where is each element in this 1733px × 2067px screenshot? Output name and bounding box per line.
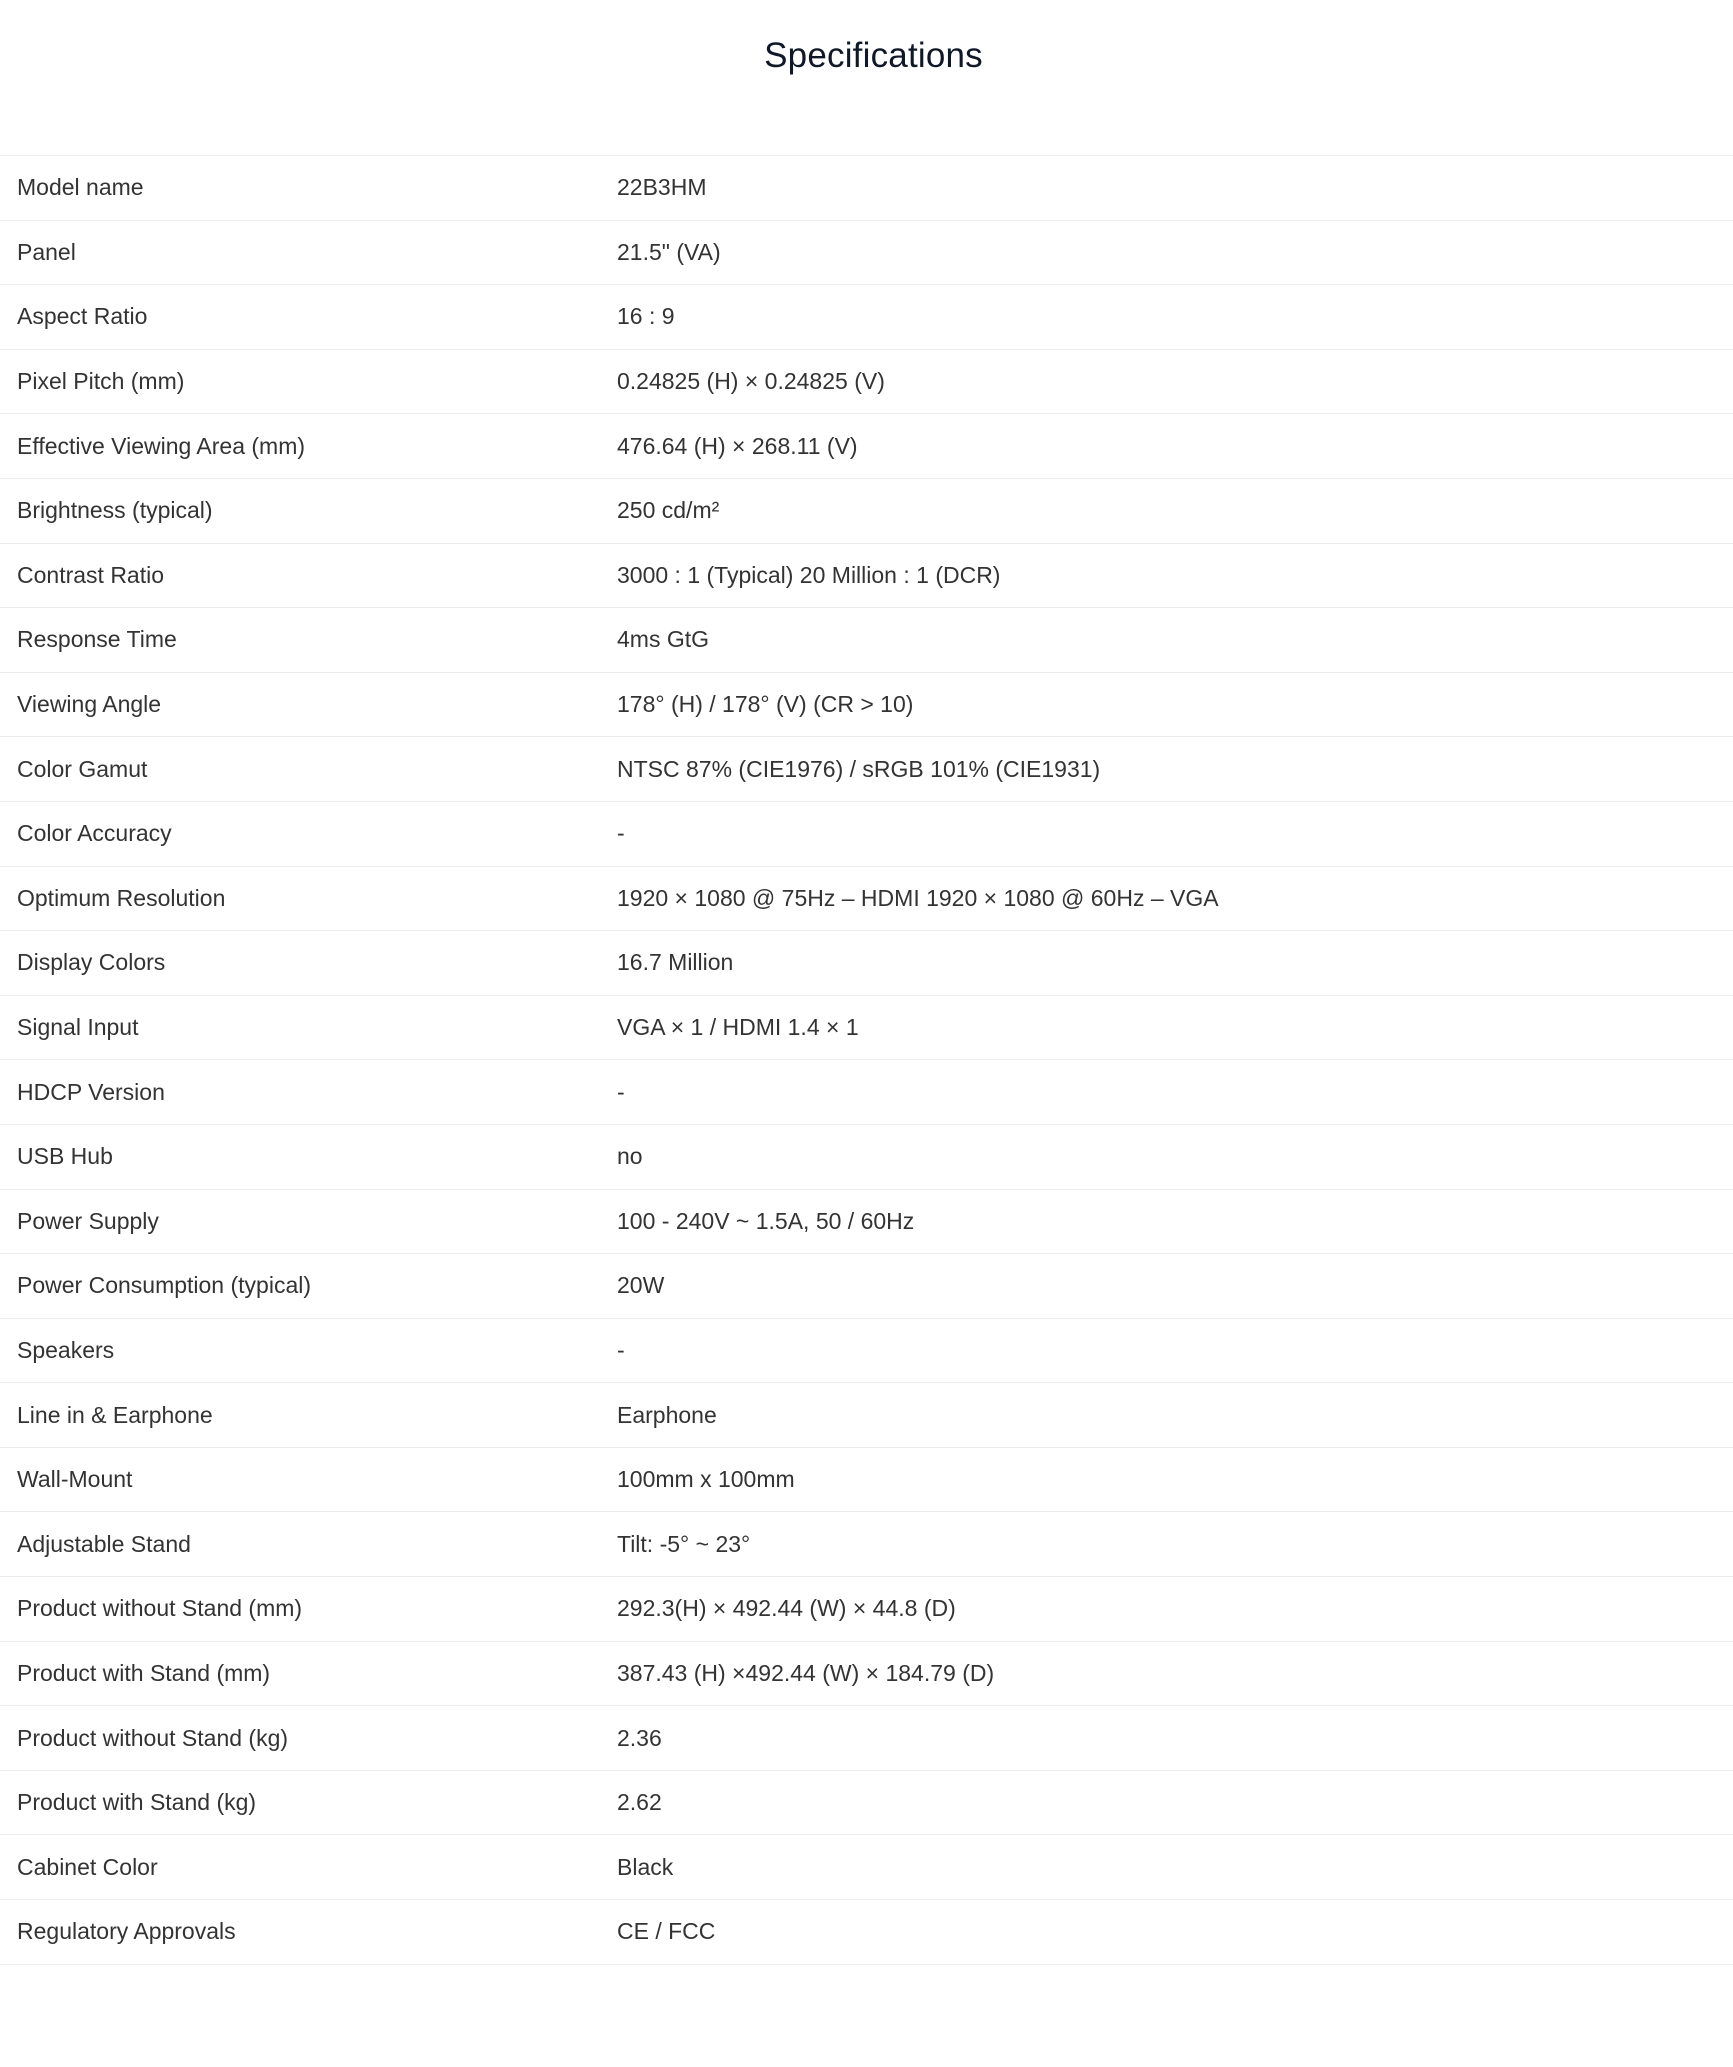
spec-label: Optimum Resolution xyxy=(17,884,226,911)
spec-value: 250 cd/m² xyxy=(617,497,720,524)
spec-label: USB Hub xyxy=(17,1143,113,1170)
spec-label: Power Consumption (typical) xyxy=(17,1272,312,1299)
spec-value: 20W xyxy=(617,1272,665,1299)
spec-value: 3000 : 1 (Typical) 20 Million : 1 (DCR) xyxy=(617,561,1001,588)
spec-label: HDCP Version xyxy=(17,1078,165,1105)
spec-value: 100mm x 100mm xyxy=(617,1466,795,1493)
spec-value: VGA × 1 / HDMI 1.4 × 1 xyxy=(617,1014,859,1041)
spec-value: 16 : 9 xyxy=(617,303,675,330)
spec-label: Power Supply xyxy=(17,1207,159,1234)
page-title: Specifications xyxy=(764,36,983,75)
spec-label: Product without Stand (mm) xyxy=(17,1595,303,1622)
spec-value: 22B3HM xyxy=(617,174,707,201)
spec-value: 2.62 xyxy=(617,1789,662,1816)
spec-label: Cabinet Color xyxy=(17,1853,158,1880)
spec-value: NTSC 87% (CIE1976) / sRGB 101% (CIE1931) xyxy=(617,755,1101,782)
spec-value: 21.5" (VA) xyxy=(617,238,721,265)
spec-label: Product without Stand (kg) xyxy=(17,1724,289,1751)
spec-value: 2.36 xyxy=(617,1724,662,1751)
spec-value: Black xyxy=(617,1853,674,1880)
spec-value: 178° (H) / 178° (V) (CR > 10) xyxy=(617,691,914,718)
spec-row xyxy=(0,867,1733,932)
spec-row xyxy=(0,1771,1733,1836)
spec-label: Adjustable Stand xyxy=(17,1530,191,1557)
spec-value: 387.43 (H) ×492.44 (W) × 184.79 (D) xyxy=(617,1659,995,1686)
spec-row xyxy=(0,479,1733,544)
spec-label: Pixel Pitch (mm) xyxy=(17,368,185,395)
spec-label: Effective Viewing Area (mm) xyxy=(17,432,306,459)
spec-value: - xyxy=(617,820,625,847)
spec-label: Regulatory Approvals xyxy=(17,1918,236,1945)
spec-label: Line in & Earphone xyxy=(17,1401,213,1428)
spec-value: Earphone xyxy=(617,1401,717,1428)
spec-label: Product with Stand (kg) xyxy=(17,1789,257,1816)
spec-label: Brightness (typical) xyxy=(17,497,213,524)
spec-label: Display Colors xyxy=(17,949,166,976)
spec-row xyxy=(0,1125,1733,1190)
spec-row xyxy=(0,1319,1733,1384)
spec-value: 1920 × 1080 @ 75Hz – HDMI 1920 × 1080 @ 60Hz – VGA xyxy=(617,884,1219,911)
spec-value: 476.64 (H) × 268.11 (V) xyxy=(617,432,858,459)
spec-label: Contrast Ratio xyxy=(17,561,165,588)
spec-value: no xyxy=(617,1143,643,1170)
spec-table xyxy=(0,155,1733,1965)
spec-row xyxy=(0,1900,1733,1965)
spec-value: 16.7 Million xyxy=(617,949,734,976)
spec-label: Signal Input xyxy=(17,1014,139,1041)
spec-label: Panel xyxy=(17,238,76,265)
spec-row xyxy=(0,1512,1733,1577)
spec-label: Product with Stand (mm) xyxy=(17,1659,271,1686)
spec-row xyxy=(0,1706,1733,1771)
spec-row xyxy=(0,802,1733,867)
spec-row xyxy=(0,1448,1733,1513)
spec-row xyxy=(0,931,1733,996)
spec-row xyxy=(0,544,1733,609)
spec-row xyxy=(0,1190,1733,1255)
spec-value: 4ms GtG xyxy=(617,626,710,653)
spec-row xyxy=(0,285,1733,350)
spec-row xyxy=(0,1577,1733,1642)
spec-label: Color Accuracy xyxy=(17,820,172,847)
spec-row xyxy=(0,221,1733,286)
spec-row xyxy=(0,156,1733,221)
spec-value: - xyxy=(617,1078,625,1105)
spec-label: Aspect Ratio xyxy=(17,303,148,330)
spec-row xyxy=(0,1642,1733,1707)
spec-value: 292.3(H) × 492.44 (W) × 44.8 (D) xyxy=(617,1595,956,1622)
spec-label: Color Gamut xyxy=(17,755,148,782)
spec-value: 0.24825 (H) × 0.24825 (V) xyxy=(617,368,885,395)
spec-label: Viewing Angle xyxy=(17,691,162,718)
spec-label: Speakers xyxy=(17,1336,115,1363)
spec-row xyxy=(0,996,1733,1061)
spec-row xyxy=(0,673,1733,738)
spec-value: Tilt: -5° ~ 23° xyxy=(617,1530,751,1557)
spec-label: Model name xyxy=(17,174,144,201)
spec-row xyxy=(0,414,1733,479)
spec-row xyxy=(0,1060,1733,1125)
spec-row xyxy=(0,608,1733,673)
spec-value: 100 - 240V ~ 1.5A, 50 / 60Hz xyxy=(617,1207,915,1234)
spec-row xyxy=(0,1383,1733,1448)
spec-label: Wall-Mount xyxy=(17,1466,133,1493)
spec-row xyxy=(0,737,1733,802)
spec-value: - xyxy=(617,1336,625,1363)
spec-row xyxy=(0,350,1733,415)
spec-row xyxy=(0,1835,1733,1900)
spec-row xyxy=(0,1254,1733,1319)
spec-label: Response Time xyxy=(17,626,177,653)
spec-value: CE / FCC xyxy=(617,1918,716,1945)
